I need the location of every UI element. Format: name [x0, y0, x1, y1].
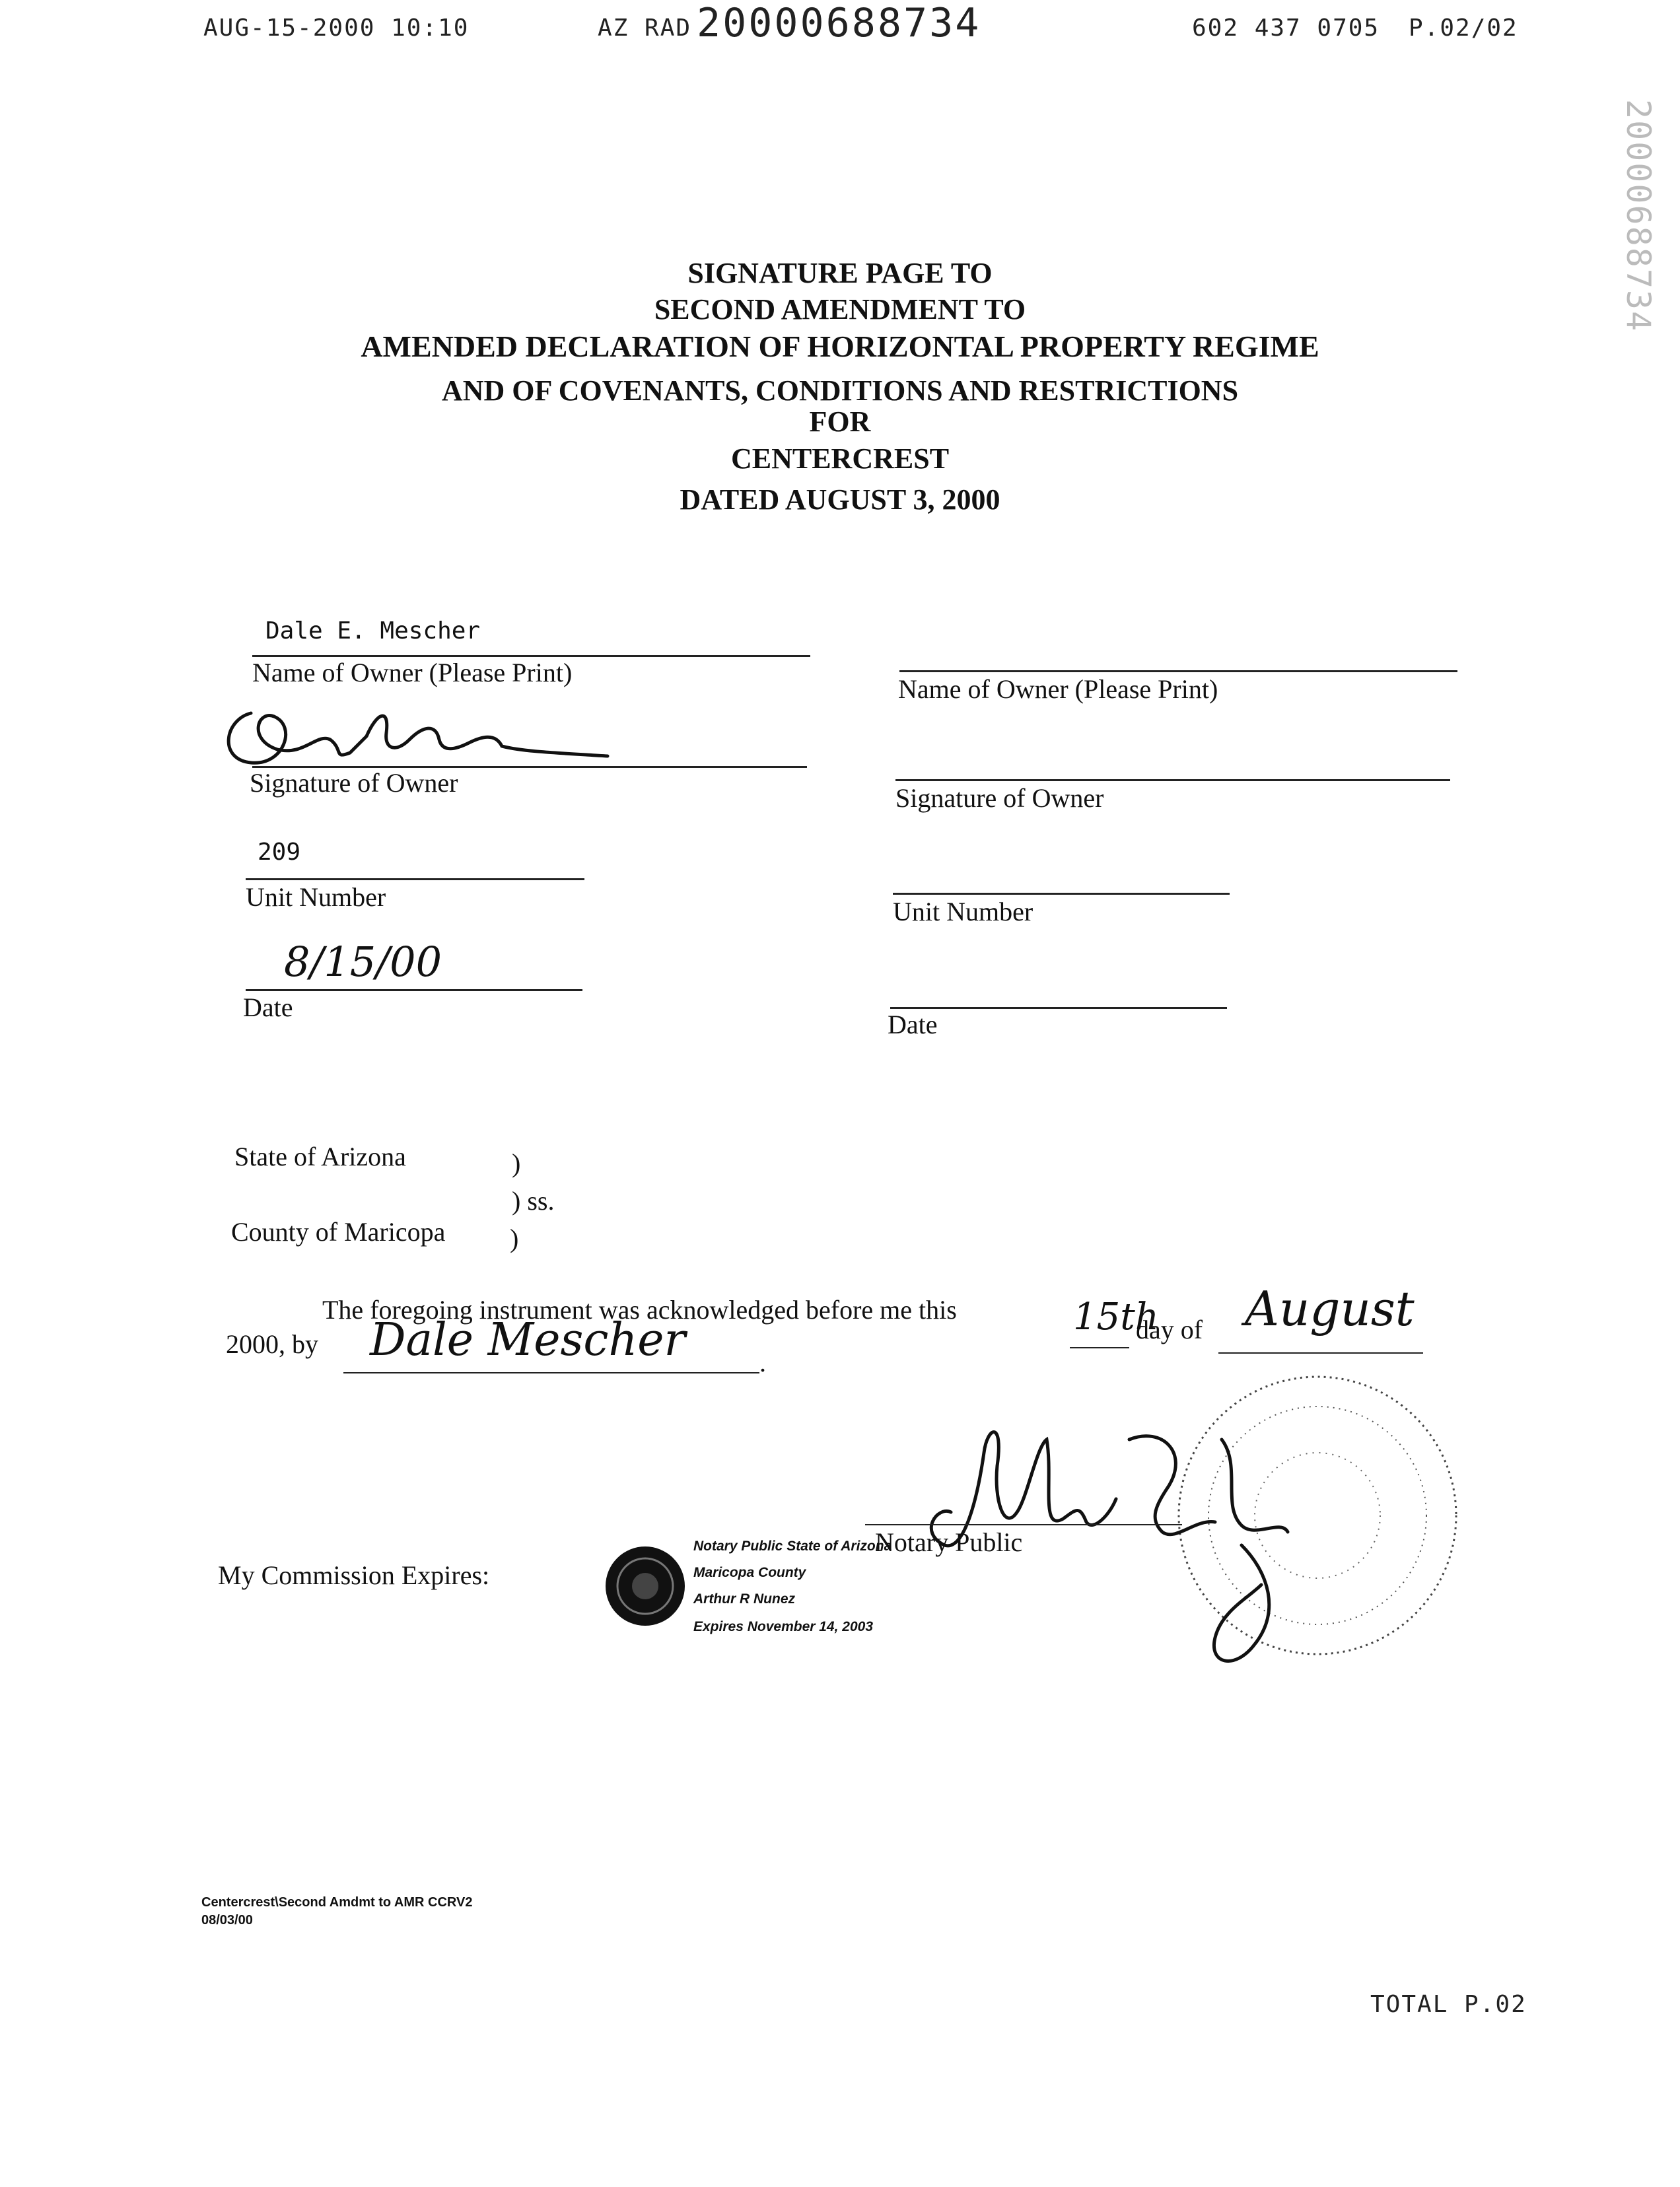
fax-page: P.02/02: [1409, 15, 1518, 42]
owner2-unit-line: [893, 893, 1230, 895]
ack-month-line: [1218, 1352, 1423, 1354]
owner2-name-line: [899, 670, 1457, 672]
ack-text-2: day of: [1136, 1315, 1203, 1344]
stamp-line-4: Expires November 14, 2003: [693, 1619, 873, 1634]
owner-signature: [211, 687, 641, 773]
title-line-3: AMENDED DECLARATION OF HORIZONTAL PROPERTY REGIME: [361, 330, 1319, 363]
date-value: 8/15/00: [284, 938, 442, 986]
ack-month-value: August: [1245, 1281, 1415, 1336]
ack-end-mark: .: [759, 1348, 766, 1377]
unit-number-line: [246, 878, 584, 880]
commission-expires-label: My Commission Expires:: [218, 1560, 490, 1590]
title-line-4: AND OF COVENANTS, CONDITIONS AND RESTRICTIONS: [441, 374, 1239, 407]
ack-name-line: [343, 1372, 759, 1373]
stamp-line-1: Notary Public State of Arizona: [693, 1539, 892, 1554]
ack-text-1: The foregoing instrument was acknowledged before me this: [322, 1295, 957, 1325]
side-record-number: 20000688734: [1619, 99, 1658, 333]
unit-number-value: 209: [258, 839, 301, 866]
owner-name-value: Dale E. Mescher: [265, 617, 481, 644]
owner-name-label: Name of Owner (Please Print): [252, 658, 573, 687]
stamp-line-3: Arthur R Nunez: [693, 1591, 795, 1607]
venue-paren-1: ): [512, 1148, 521, 1178]
title-line-7: DATED AUGUST 3, 2000: [680, 483, 1000, 516]
venue-county: County of Maricopa: [231, 1217, 446, 1247]
notary-stamp-seal-icon: [604, 1545, 687, 1628]
ack-name-value: Dale Mescher: [370, 1314, 686, 1366]
fax-datetime: AUG-15-2000 10:10: [203, 15, 470, 42]
notary-line: [865, 1524, 1182, 1525]
venue-paren-2: ): [510, 1224, 519, 1253]
owner2-name-label: Name of Owner (Please Print): [898, 674, 1218, 704]
owner2-signature-line: [895, 779, 1450, 781]
footer-file-date: 08/03/00: [201, 1913, 253, 1927]
stamp-line-2: Maricopa County: [693, 1565, 806, 1580]
venue-ss: ) ss.: [512, 1186, 555, 1216]
owner2-unit-label: Unit Number: [893, 897, 1033, 926]
date-label: Date: [243, 992, 293, 1022]
record-number: 20000688734: [697, 0, 981, 46]
footer-file-path: Centercrest\Second Amdmt to AMR CCRV2: [201, 1895, 473, 1910]
unit-number-label: Unit Number: [246, 882, 386, 912]
title-line-1: SIGNATURE PAGE TO: [687, 257, 993, 289]
notary-label: Notary Public: [875, 1527, 1023, 1557]
fax-sender: AZ RAD: [598, 15, 692, 42]
date-line: [246, 989, 582, 991]
owner2-date-line: [890, 1007, 1227, 1009]
venue-state: State of Arizona: [234, 1142, 406, 1171]
fax-phone: 602 437 0705: [1192, 15, 1380, 42]
title-line-5: FOR: [809, 405, 871, 438]
owner2-signature-label: Signature of Owner: [895, 783, 1104, 813]
footer-total-pages: TOTAL P.02: [1370, 1991, 1527, 2018]
title-line-6: CENTERCREST: [730, 442, 950, 475]
owner2-date-label: Date: [888, 1010, 938, 1039]
owner-signature-label: Signature of Owner: [250, 768, 458, 798]
ack-day-value: 15th: [1073, 1296, 1159, 1338]
ack-year-by: 2000, by: [226, 1329, 318, 1359]
ack-day-line: [1070, 1347, 1129, 1348]
title-line-2: SECOND AMENDMENT TO: [654, 293, 1026, 326]
